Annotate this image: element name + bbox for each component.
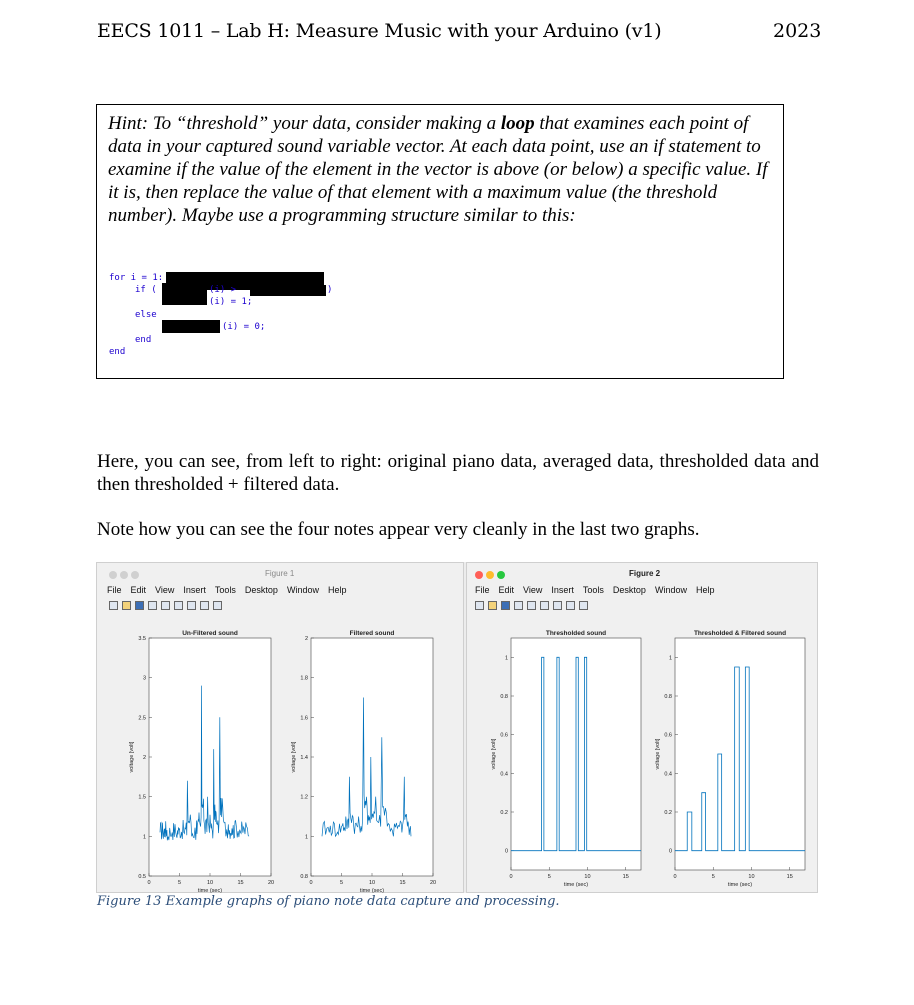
code-redaction-2 [162, 283, 207, 305]
x-tick-label: 0 [309, 880, 313, 886]
x-tick-label: 20 [429, 880, 437, 886]
x-axis-label: time (sec) [197, 888, 223, 894]
plot-area [311, 638, 433, 876]
y-tick-label: 0.6 [664, 732, 672, 739]
menu-desktop[interactable]: Desktop [612, 585, 646, 595]
figure-1-plots [97, 618, 465, 894]
menu-help[interactable]: Help [327, 585, 347, 595]
menu-file[interactable]: File [475, 585, 490, 595]
save-icon[interactable] [135, 601, 144, 610]
x-tick-label: 10 [748, 874, 755, 880]
y-tick-label: 1.5 [138, 794, 146, 801]
print-icon[interactable] [148, 601, 157, 610]
y-axis-label: voltage [volt] [491, 738, 497, 770]
hint-box [96, 104, 784, 379]
paragraph-note: Note how you can see the four notes appear very cleanly in the last two graphs. [97, 519, 700, 540]
chart-2 [491, 630, 641, 888]
code-line-2: if ( [135, 285, 157, 295]
zoom-icon[interactable] [527, 601, 536, 610]
maximize-icon[interactable] [497, 571, 505, 579]
close-icon[interactable] [475, 571, 483, 579]
y-tick-label: 0 [668, 848, 672, 855]
y-axis-label: voltage [volt] [129, 741, 135, 773]
pointer-icon[interactable] [200, 601, 209, 610]
x-tick-label: 15 [786, 874, 793, 880]
x-axis-label: time (sec) [727, 882, 753, 888]
x-tick-label: 15 [622, 874, 629, 880]
menu-desktop[interactable]: Desktop [244, 585, 278, 595]
legend-icon[interactable] [579, 601, 588, 610]
menu-view[interactable]: View [155, 585, 175, 595]
new-figure-icon[interactable] [109, 601, 118, 610]
y-tick-label: 0.6 [500, 732, 508, 739]
zoom-icon[interactable] [161, 601, 170, 610]
menu-file[interactable]: File [107, 585, 122, 595]
figure-2-toolbar [475, 601, 588, 610]
x-tick-label: 5 [547, 874, 551, 880]
open-folder-icon[interactable] [122, 601, 131, 610]
code-line-5: (i) = 0; [222, 322, 266, 332]
x-tick-label: 0 [673, 874, 677, 880]
y-tick-label: 3.5 [138, 636, 146, 642]
y-tick-label: 2 [142, 755, 146, 761]
y-tick-label: 0.2 [500, 810, 508, 816]
figure-2-window-controls [475, 571, 505, 579]
y-tick-label: 1.6 [300, 715, 308, 722]
pointer-icon[interactable] [566, 601, 575, 610]
x-tick-label: 20 [267, 880, 275, 886]
y-axis-label: voltage [volt] [655, 738, 661, 770]
hint-bold-loop: loop [500, 113, 535, 134]
y-tick-label: 0.8 [300, 874, 308, 880]
minimize-icon[interactable] [120, 571, 128, 579]
figure-screenshot [96, 562, 818, 893]
x-tick-label: 5 [177, 880, 182, 886]
figure-2-title: Figure 2 [629, 569, 661, 578]
legend-icon[interactable] [213, 601, 222, 610]
code-line-2b: (i) > [209, 285, 237, 295]
code-redaction-3 [250, 285, 326, 296]
y-tick-label: 0.8 [664, 694, 672, 700]
chart-1 [291, 630, 436, 894]
menu-tools[interactable]: Tools [582, 585, 604, 595]
figure-2-window [466, 562, 818, 893]
colorbar-icon[interactable] [187, 601, 196, 610]
print-icon[interactable] [514, 601, 523, 610]
chart-title: Thresholded sound [545, 630, 607, 637]
chart-3 [655, 630, 805, 888]
y-tick-label: 2.5 [138, 715, 146, 722]
menu-edit[interactable]: Edit [130, 585, 147, 595]
open-folder-icon[interactable] [488, 601, 497, 610]
x-tick-label: 0 [147, 880, 151, 886]
y-tick-label: 0.5 [138, 874, 146, 880]
document-header-year: 2023 [773, 20, 822, 42]
chart-0 [129, 630, 274, 894]
new-figure-icon[interactable] [475, 601, 484, 610]
y-tick-label: 1 [304, 834, 308, 841]
menu-window[interactable]: Window [654, 585, 687, 595]
chart-title: Filtered sound [349, 630, 395, 637]
figure-2-plots [467, 618, 819, 894]
x-tick-label: 5 [711, 874, 715, 880]
y-axis-label: voltage [volt] [291, 741, 297, 773]
minimize-icon[interactable] [486, 571, 494, 579]
menu-view[interactable]: View [523, 585, 543, 595]
figure-1-window-controls [109, 571, 139, 579]
figure-1-window [96, 562, 464, 893]
document-header-title: EECS 1011 – Lab H: Measure Music with your Arduino (v1) [97, 20, 662, 42]
code-line-7: end [109, 347, 126, 357]
link-icon[interactable] [174, 601, 183, 610]
x-tick-label: 15 [237, 880, 244, 886]
y-tick-label: 1 [142, 834, 146, 841]
menu-help[interactable]: Help [695, 585, 715, 595]
save-icon[interactable] [501, 601, 510, 610]
x-tick-label: 15 [399, 880, 406, 886]
link-icon[interactable] [540, 601, 549, 610]
colorbar-icon[interactable] [553, 601, 562, 610]
figure-caption: Figure 13 Example graphs of piano note data capture and processing. [97, 894, 560, 909]
figure-2-menubar [475, 585, 714, 595]
x-tick-label: 0 [509, 874, 513, 880]
y-tick-label: 0.4 [664, 771, 672, 778]
y-tick-label: 0.8 [500, 694, 508, 700]
plot-area [675, 638, 805, 870]
code-line-4: else [135, 310, 157, 320]
y-tick-label: 2 [304, 636, 308, 642]
x-axis-label: time (sec) [359, 888, 385, 894]
menu-tools[interactable]: Tools [214, 585, 236, 595]
y-tick-label: 1 [504, 655, 508, 662]
code-line-2c: ) [327, 285, 333, 295]
figure-1-title: Figure 1 [265, 569, 295, 578]
chart-title: Thresholded & Filtered sound [693, 630, 787, 637]
y-tick-label: 1.2 [300, 794, 308, 801]
y-tick-label: 1.4 [300, 755, 308, 761]
y-tick-label: 0 [504, 848, 508, 855]
close-icon[interactable] [109, 571, 117, 579]
x-tick-label: 10 [368, 880, 376, 886]
figure-1-toolbar [109, 601, 222, 610]
x-tick-label: 10 [584, 874, 591, 880]
code-line-6: end [135, 335, 152, 345]
y-tick-label: 0.4 [500, 771, 508, 778]
x-axis-label: time (sec) [563, 882, 589, 888]
y-tick-label: 1.8 [300, 675, 308, 682]
menu-window[interactable]: Window [286, 585, 319, 595]
menu-insert[interactable]: Insert [551, 585, 574, 595]
hint-text: Hint: To “threshold” your data, consider making a loop that examines each point of data in your captured sound variable vector. At each data point, use an if statement to examine if the value of the element in the vector is above (or below) a specific value. If it is, then replace the value of that element with a maximum value (the threshold number). Maybe use a programming structure similar to this: [108, 113, 768, 226]
y-tick-label: 0.2 [664, 810, 672, 816]
menu-edit[interactable]: Edit [498, 585, 515, 595]
x-tick-label: 10 [206, 880, 214, 886]
x-tick-label: 5 [339, 880, 344, 886]
figure-1-menubar [107, 585, 346, 595]
code-line-3: (i) = 1; [209, 297, 253, 307]
paragraph-description: Here, you can see, from left to right: original piano data, averaged data, thresholded data and then thresholded + filtered data. [97, 451, 819, 495]
y-tick-label: 3 [142, 675, 146, 682]
code-line-1: for i = 1: [109, 273, 164, 283]
y-tick-label: 1 [668, 655, 672, 662]
menu-insert[interactable]: Insert [183, 585, 206, 595]
chart-title: Un-Filtered sound [182, 630, 238, 637]
code-redaction-4 [162, 320, 220, 333]
maximize-icon[interactable] [131, 571, 139, 579]
